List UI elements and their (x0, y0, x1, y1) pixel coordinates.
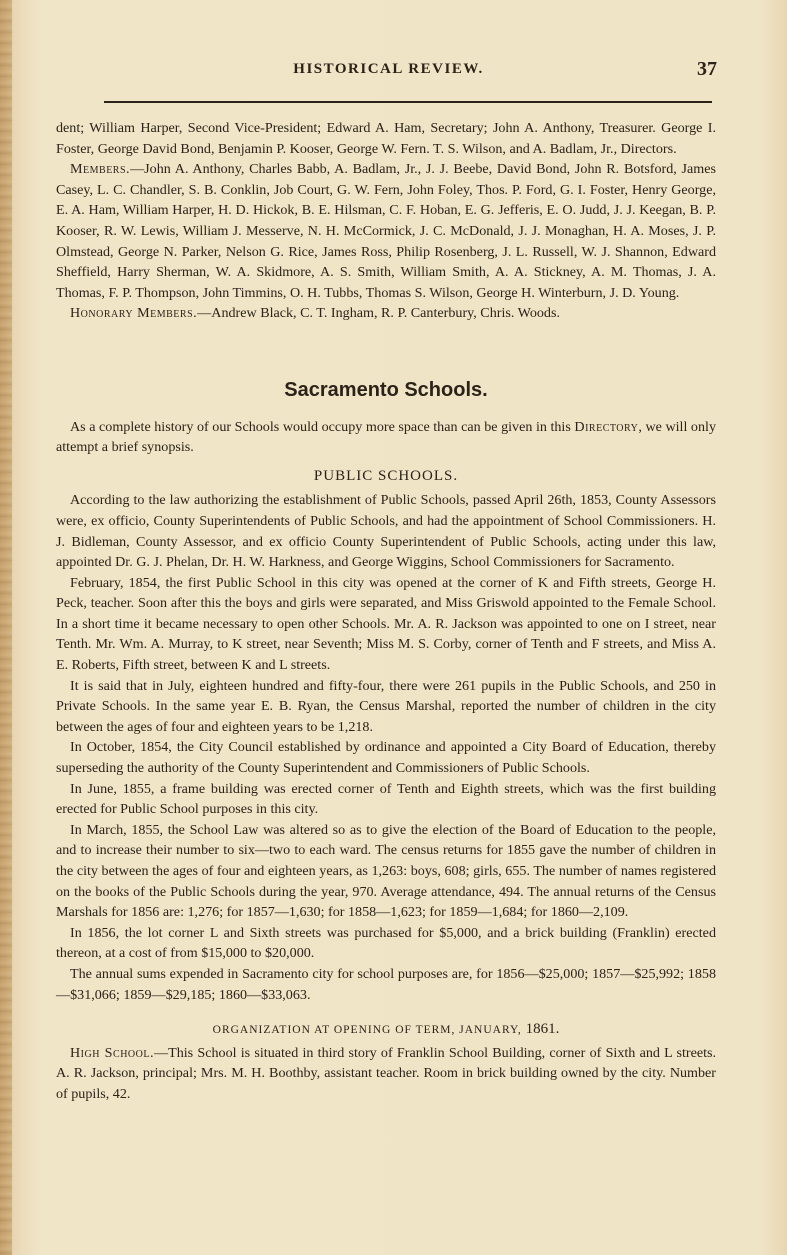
high-school-paragraph (56, 1043, 716, 1105)
intro-text-a: As a complete history of our Schools would occupy more space than can be given in this (70, 418, 575, 435)
running-head: HISTORICAL REVIEW. (293, 61, 484, 77)
history-paragraph: The annual sums expended in Sacramento city for school purposes are, for 1856—$25,000; 1857—$25,992; 1858—$31,066; 1859—$29,185; 1860—$33,063. (56, 965, 716, 1003)
organization-heading (56, 1019, 716, 1041)
intro-paragraph (56, 417, 716, 458)
intro-directory: Directory (574, 418, 639, 435)
history-paragraph: In 1856, the lot corner L and Sixth streets was purchased for $5,000, and a brick building (Franklin) erected thereon, at a cost of from $15,000 to $20,000. (56, 924, 716, 962)
members-text: —John A. Anthony, Charles Babb, A. Badlam, Jr., J. J. Beebe, David Bond, John R. Botsford, James Casey, L. C. Chandler, S. B. Conklin, Job Court, G. W. Fern, John Foley, Thos. P. Ford, G. I. Foster, Henry George, E. A. Ham, William Harper, H. D. Hickok, B. E. Hilsman, C. F. Hoban, E. G. Jefferis, E. O. Judd, J. J. Keegan, B. P. Kooser, R. W. Lewis, William J. Messerve, N. H. McCormick, J. C. McDonald, J. J. Monaghan, H. A. Moses, J. P. Olmstead, George N. Parker, Nelson G. Rice, James Ross, Philip Rosenberg, J. L. Russell, W. J. Shannon, Edward Sheffield, Harry Sherman, W. A. Skidmore, A. S. Smith, William Smith, A. A. Stickney, A. M. Thomas, J. A. Thomas, F. P. Thompson, John Timmins, O. H. Tubbs, Thomas S. Wilson, George H. Winterburn, J. D. Young. (56, 161, 716, 301)
high-school-text: —This School is situated in third story of Franklin School Building, corner of Sixth and L streets. A. R. Jackson, principal; Mrs. M. H. Boothby, assistant teacher. Room in brick building owned by the city. Number of pupils, 42. (56, 1044, 716, 1102)
organization-heading-text: ORGANIZATION AT OPENING OF TERM, JANUARY, (212, 1024, 526, 1037)
history-paragraph: In March, 1855, the School Law was altered so as to give the election of the Board of Education to the people, and to increase their number to six—two to each ward. The census returns for 1855 gave the number of children in the city between the ages of four and eighteen years, as 1,263: boys, 608; girls, 655. The number of names registered on the books of the Public Schools during the year, 970. Average attendance, 494. The annual returns of the Census Marshals for 1856 are: 1,276; for 1857—1,630; for 1858—1,623; for 1859—1,684; for 1860—2,109. (56, 821, 716, 921)
history-paragraph: It is said that in July, eighteen hundred and fifty-four, there were 261 pupils in the Public Schools, and 250 in Private Schools. In the same year E. B. Ryan, the Census Marshal, reported the number of children in the city between the ages of four and eighteen years to be 1,218. (56, 677, 716, 735)
history-paragraph: According to the law authorizing the establishment of Public Schools, passed April 26th, 1853, County Assessors were, ex officio, County Superintendents of Public Schools, and had the appointment of School Commissioners. H. J. Bidleman, County Assessor, and ex officio County Superintendent of Public Schools, acting under this law, appointed Dr. G. J. Phelan, Dr. H. W. Harkness, and George Wiggins, School Commissioners for Sacramento. (56, 492, 716, 571)
history-paragraph: In June, 1855, a frame building was erected corner of Tenth and Eighth streets, which was the first building erected for Public School purposes in this city. (56, 780, 716, 818)
history-paragraph: In October, 1854, the City Council established by ordinance and appointed a City Board of Education, thereby superseding the authority of the County Superintendent and Commissioners of Public Schools. (56, 739, 716, 777)
section-title: Sacramento Schools. (284, 378, 488, 401)
honorary-label: Honorary Members. (70, 305, 198, 322)
history-paragraph: February, 1854, the first Public School in this city was opened at the corner of K and Fifth streets, George H. Peck, teacher. Soon after this the boys and girls were separated, and Miss Griswold appointed to the Female School. In a short time it became necessary to open other Schools. Mr. A. R. Jackson was appointed to one on I street, near Tenth. Mr. Wm. A. Murray, to K street, near Seventh; Miss M. S. Corby, corner of Tenth and F streets, and Miss A. E. Roberts, Fifth street, between K and L streets. (56, 574, 716, 674)
intro-text-b: , we will only attempt a brief synopsis. (56, 418, 716, 456)
high-school-label: High School. (70, 1044, 154, 1061)
public-schools-heading: PUBLIC SCHOOLS. (313, 467, 459, 484)
honorary-text: —Andrew Black, C. T. Ingham, R. P. Canterbury, Chris. Woods. (197, 305, 560, 322)
book-binding-edge (0, 0, 12, 1255)
header-rule (104, 101, 712, 103)
honorary-members-paragraph (56, 303, 716, 324)
officers-paragraph: dent; William Harper, Second Vice-President; Edward A. Ham, Secretary; John A. Anthony, Treasurer. George I. Foster, George David Bond, Benjamin P. Kooser, George W. Fern. T. S. Wilson, and A. Badlam, Jr., Directors. (56, 120, 716, 157)
page-body (56, 118, 716, 1105)
members-paragraph (56, 159, 716, 303)
members-label: Members. (70, 161, 131, 178)
page-number: 37 (697, 58, 717, 80)
page-header (60, 58, 717, 82)
organization-heading-year: 1861. (525, 1021, 560, 1038)
